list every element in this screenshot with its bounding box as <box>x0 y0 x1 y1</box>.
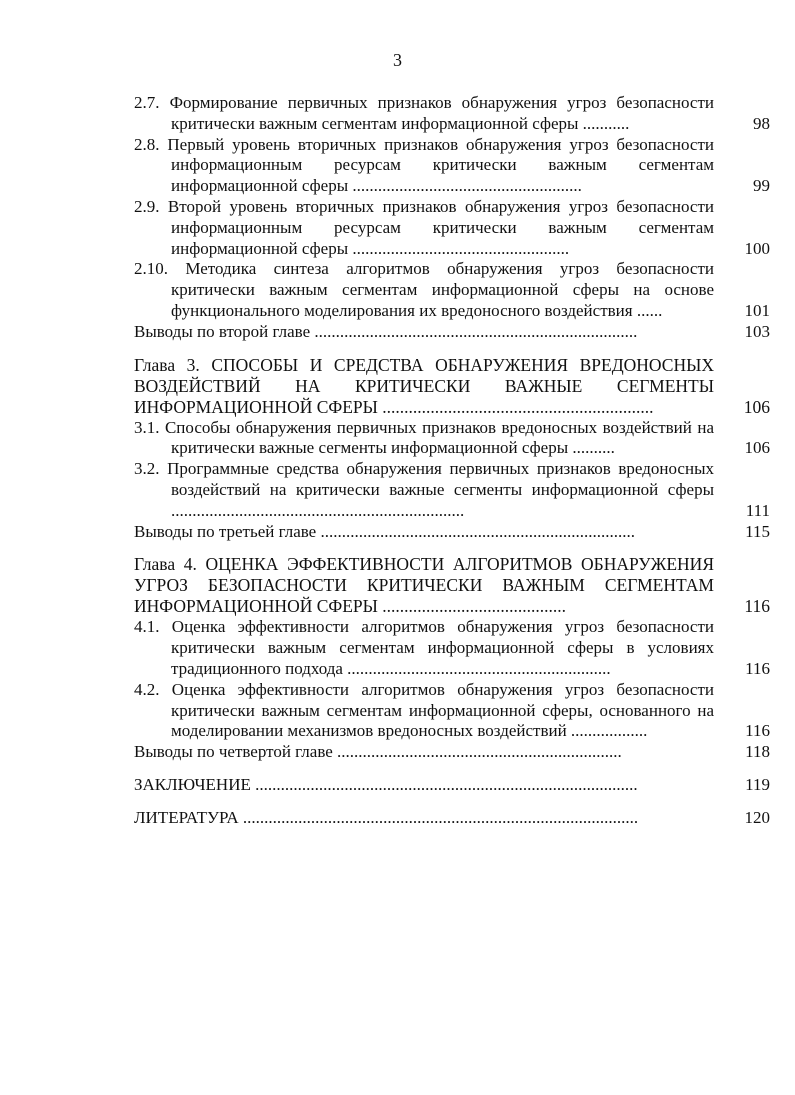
toc-entry-page: 103 <box>744 321 770 341</box>
toc-entry-page: 118 <box>745 742 770 762</box>
toc-entry-4-2 <box>134 680 770 742</box>
toc-entry-title: ЛИТЕРАТУРА ............................................................................................. <box>134 807 639 827</box>
toc-entry-page: 106 <box>743 396 770 417</box>
toc-entry-2-9 <box>134 197 770 259</box>
toc-entry-page: 120 <box>744 807 770 827</box>
toc-entry-title: Выводы по третьей главе .......................................................................... <box>134 521 635 541</box>
page-number: 3 <box>393 50 402 70</box>
toc-entry-page: 111 <box>745 500 770 520</box>
toc-entry-page: 100 <box>744 238 770 258</box>
toc-entry-title: 3.2. Программные средства обнаружения первичных признаков вредоносных воздействий на критически важные сегменты информационной сферы ..................................................................... <box>134 459 714 520</box>
toc-entry-page: 101 <box>744 300 770 320</box>
toc-entry-chapter-4 <box>134 554 770 617</box>
toc-entry-conclusions-ch3 <box>134 522 770 543</box>
toc-entry-title: Выводы по второй главе ............................................................................ <box>134 321 638 341</box>
toc-entry-conclusions-ch4 <box>134 742 770 763</box>
toc-entry-title: 4.2. Оценка эффективности алгоритмов обнаружения угроз безопасности критически важным сегментам информационной сферы, основанного на моделировании механизмов вредоносных воздействий .................. <box>134 679 714 741</box>
toc-entry-chapter-3 <box>134 355 770 418</box>
toc-entry-page: 106 <box>744 438 770 458</box>
toc-entry-page: 115 <box>745 521 770 541</box>
toc-entry-conclusions-ch2 <box>134 322 770 343</box>
toc-entry-page: 116 <box>744 596 770 617</box>
toc-entry-page: 99 <box>753 176 770 196</box>
toc-entry-3-2 <box>134 459 770 521</box>
toc-entry-page: 116 <box>745 658 770 678</box>
toc-entry-literature <box>134 808 770 829</box>
toc-entry-title: 3.1. Способы обнаружения первичных признаков вредоносных воздействий на критически важные сегменты информационной сферы .......... <box>134 417 714 458</box>
toc-entry-page: 119 <box>745 774 770 794</box>
toc-entry-4-1 <box>134 617 770 679</box>
toc-entry-3-1 <box>134 418 770 460</box>
toc-entry-conclusion <box>134 775 770 796</box>
toc-entry-title: 2.10. Методика синтеза алгоритмов обнаружения угроз безопасности критически важным сегментам информационной сферы на основе функционального моделирования их вредоносного воздействия ...... <box>134 259 714 320</box>
toc-entry-title: Глава 4. ОЦЕНКА ЭФФЕКТИВНОСТИ АЛГОРИТМОВ ОБНАРУЖЕНИЯ УГРОЗ БЕЗОПАСНОСТИ КРИТИЧЕСКИ ВАЖНЫМ СЕГМЕНТАМ ИНФОРМАЦИОННОЙ СФЕРЫ .......................................... <box>134 554 714 617</box>
toc-entry-2-8 <box>134 135 770 197</box>
toc-entry-title: 4.1. Оценка эффективности алгоритмов обнаружения угроз безопасности критически важным сегментам информационной сферы в условиях традиционного подхода .............................................................. <box>134 617 714 678</box>
table-of-contents <box>134 93 770 829</box>
toc-entry-2-10 <box>134 259 770 321</box>
toc-entry-title: Выводы по четвертой главе ................................................................... <box>134 742 622 762</box>
toc-entry-title: 2.8. Первый уровень вторичных признаков обнаружения угроз безопасности информационным ресурсам критически важным сегментам информационной сферы ...................................................... <box>134 134 714 196</box>
toc-entry-2-7 <box>134 93 770 135</box>
toc-entry-title: Глава 3. СПОСОБЫ И СРЕДСТВА ОБНАРУЖЕНИЯ ВРЕДОНОСНЫХ ВОЗДЕЙСТВИЙ НА КРИТИЧЕСКИ ВАЖНЫЕ СЕГМЕНТЫ ИНФОРМАЦИОННОЙ СФЕРЫ .............................................................. <box>134 354 714 417</box>
toc-entry-title: 2.9. Второй уровень вторичных признаков обнаружения угроз безопасности информационным ресурсам критически важным сегментам информационной сферы ................................................... <box>134 196 714 258</box>
toc-entry-page: 98 <box>753 113 770 133</box>
toc-entry-page: 116 <box>745 721 770 741</box>
toc-entry-title: ЗАКЛЮЧЕНИЕ .......................................................................................... <box>134 774 638 794</box>
toc-entry-title: 2.7. Формирование первичных признаков обнаружения угроз безопасности критически важным сегментам информационной сферы ........... <box>134 93 714 133</box>
